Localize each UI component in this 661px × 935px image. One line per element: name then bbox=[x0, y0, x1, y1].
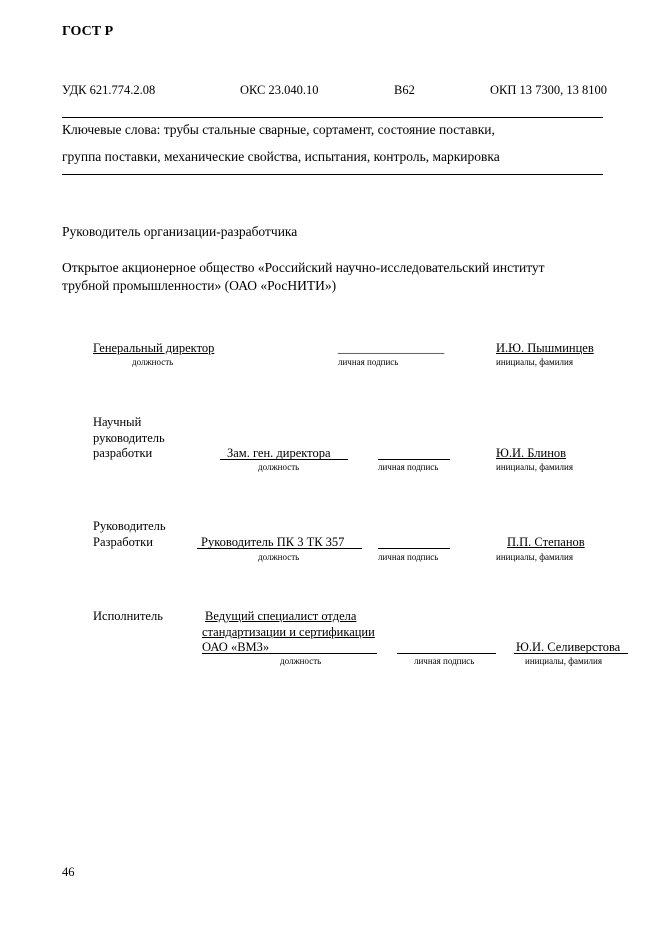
director-signature-caption: личная подпись bbox=[338, 357, 399, 367]
director-position-caption: должность bbox=[132, 357, 174, 367]
scientific-role-line-1: Научный bbox=[93, 415, 142, 429]
org-name-line-1: Открытое акционерное общество «Российский научно-исследовательский институт bbox=[62, 260, 545, 275]
executor-role: Исполнитель bbox=[93, 609, 163, 623]
lead-name: П.П. Степанов bbox=[507, 535, 585, 549]
lead-position-caption: должность bbox=[258, 552, 300, 562]
lead-signature-caption: личная подпись bbox=[378, 552, 439, 562]
executor-name-line bbox=[514, 653, 628, 654]
org-heading: Руководитель организации-разработчика bbox=[62, 224, 298, 239]
executor-signature-line bbox=[397, 653, 496, 654]
scientific-position-line bbox=[220, 459, 348, 460]
lead-position-line bbox=[197, 548, 362, 549]
lead-role-line-1: Руководитель bbox=[93, 519, 166, 533]
scientific-signature-caption: личная подпись bbox=[378, 462, 439, 472]
scientific-position: Зам. ген. директора bbox=[227, 446, 331, 460]
executor-position-caption: должность bbox=[280, 656, 322, 666]
org-name-line-2: трубной промышленности» (ОАО «РосНИТИ») bbox=[62, 278, 337, 293]
lead-role-line-2: Разработки bbox=[93, 535, 153, 549]
udk-code: УДК 621.774.2.08 bbox=[62, 83, 156, 97]
oks-code: ОКС 23.040.10 bbox=[240, 83, 319, 97]
executor-position-line-3: ОАО «ВМЗ» bbox=[202, 640, 270, 654]
scientific-signature-line bbox=[378, 459, 450, 460]
executor-name: Ю.И. Селиверстова bbox=[516, 640, 621, 654]
executor-initials-caption: инициалы, фамилия bbox=[525, 656, 602, 666]
scientific-name: Ю.И. Блинов bbox=[496, 446, 567, 460]
director-signature-line: _________________ bbox=[338, 341, 445, 355]
lead-initials-caption: инициалы, фамилия bbox=[496, 552, 573, 562]
executor-position-line-2: стандартизации и сертификации bbox=[202, 625, 375, 639]
document-title: ГОСТ Р bbox=[62, 24, 114, 39]
executor-signature-caption: личная подпись bbox=[414, 656, 475, 666]
divider-bottom bbox=[62, 174, 603, 175]
divider-top bbox=[62, 117, 603, 118]
keywords-line-1: Ключевые слова: трубы стальные сварные, сортамент, состояние поставки, bbox=[62, 122, 495, 137]
lead-position: Руководитель ПК 3 ТК 357 bbox=[201, 535, 345, 549]
scientific-role-line-3: разработки bbox=[93, 446, 153, 460]
scientific-initials-caption: инициалы, фамилия bbox=[496, 462, 573, 472]
scientific-role-line-2: руководитель bbox=[93, 431, 165, 445]
group-code: В62 bbox=[394, 83, 415, 97]
scientific-position-caption: должность bbox=[258, 462, 300, 472]
executor-position-line-1: Ведущий специалист отдела bbox=[205, 609, 357, 623]
lead-signature-line bbox=[378, 548, 450, 549]
director-position: Генеральный директор bbox=[93, 341, 215, 355]
okp-code: ОКП 13 7300, 13 8100 bbox=[490, 83, 608, 97]
keywords-line-2: группа поставки, механические свойства, испытания, контроль, маркировка bbox=[62, 149, 500, 164]
page-number: 46 bbox=[62, 865, 75, 879]
director-initials-caption: инициалы, фамилия bbox=[496, 357, 573, 367]
director-name: И.Ю. Пышминцев bbox=[496, 341, 594, 355]
executor-position-line bbox=[202, 653, 377, 654]
